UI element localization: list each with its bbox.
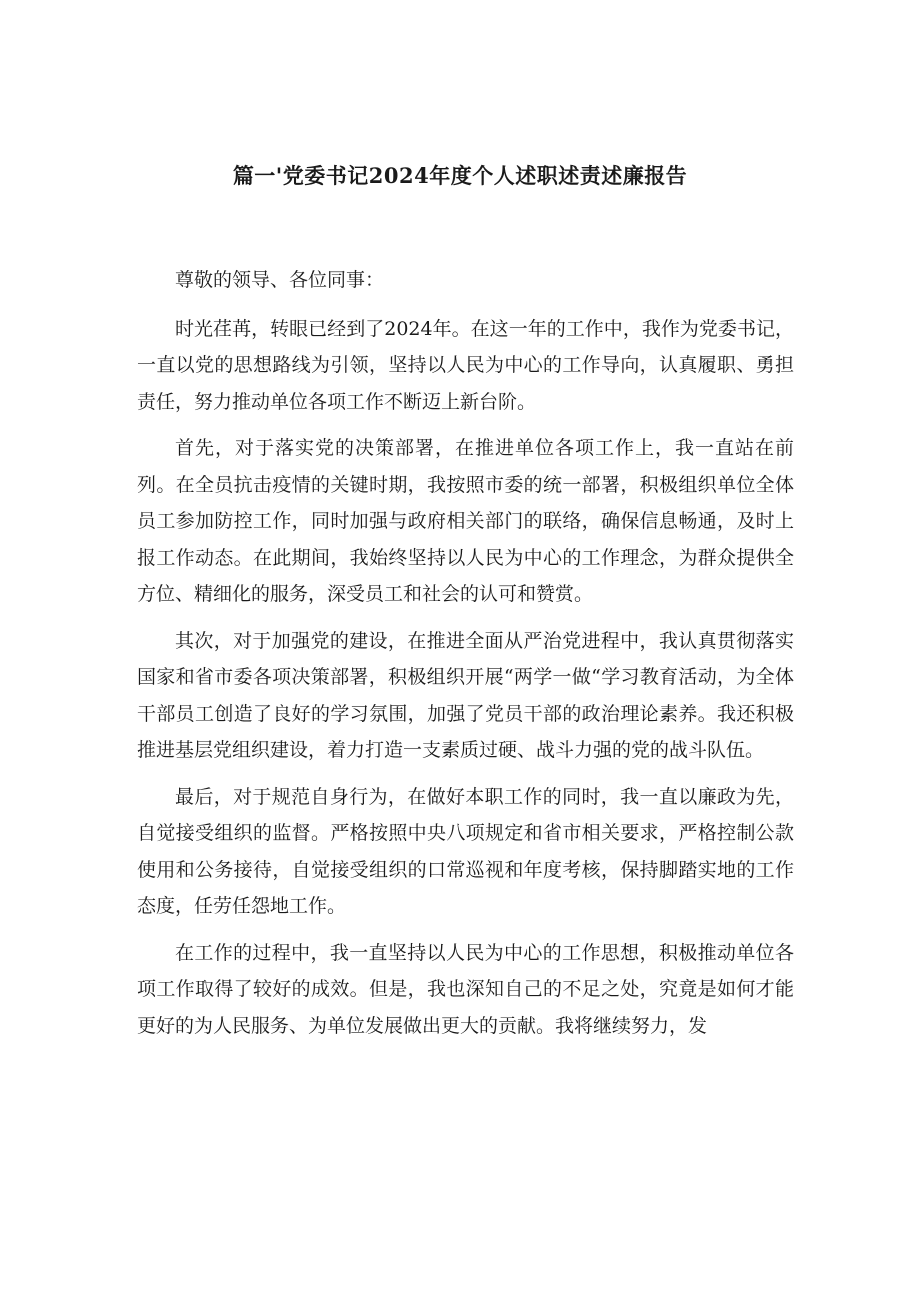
paragraph-2: 首先，对于落实党的决策部署，在推进单位各项工作上，我一直站在前列。在全员抗击疫情的关键时期，我按照市委的统一部署，积极组织单位全体员工参加防控工作，同时加强与政府相关部门的联络，确保信息畅通，及时上报工作动态。在此期间，我始终坚持以人民为中心的工作理念，为群众提供全方位、精细化的服务，深受员工和社会的认可和赞赏。 [137, 437, 794, 605]
paragraph-1: 时光荏苒，转眼已经到了2024年。在这一年的工作中，我作为党委书记，一直以党的思想路线为引领，坚持以人民为中心的工作导向，认真履职、勇担责任，努力推动单位各项工作不断迈上新台阶。 [137, 317, 794, 413]
document-body [137, 262, 794, 1054]
paragraph-3: 其次，对于加强党的建设，在推进全面从严治党进程中，我认真贯彻落实国家和省市委各项决策部署，积极组织开展“两学一做“学习教育活动，为全体干部员工创造了良好的学习氛围，加强了党员干部的政治理论素养。我还积极推进基层党组织建设，着力打造一支素质过硬、战斗力强的党的战斗队伍。 [137, 629, 794, 761]
document-title: 篇一'党委书记2024年度个人述职述责述廉报告 [232, 163, 688, 188]
paragraph-5: 在工作的过程中，我一直坚持以人民为中心的工作思想，积极推动单位各项工作取得了较好的成效。但是，我也深知自己的不足之处，究竟是如何才能更好的为人民服务、为单位发展做出更大的贡献。我将继续努力，发 [137, 941, 794, 1037]
paragraph-4: 最后，对于规范自身行为，在做好本职工作的同时，我一直以廉政为先，自觉接受组织的监督。严格按照中央八项规定和省市相关要求，严格控制公款使用和公务接待，自觉接受组织的口常巡视和年度考核，保持脚踏实地的工作态度，任劳任怨地工作。 [137, 785, 794, 917]
salutation: 尊敬的领导、各位同事： [175, 269, 385, 291]
